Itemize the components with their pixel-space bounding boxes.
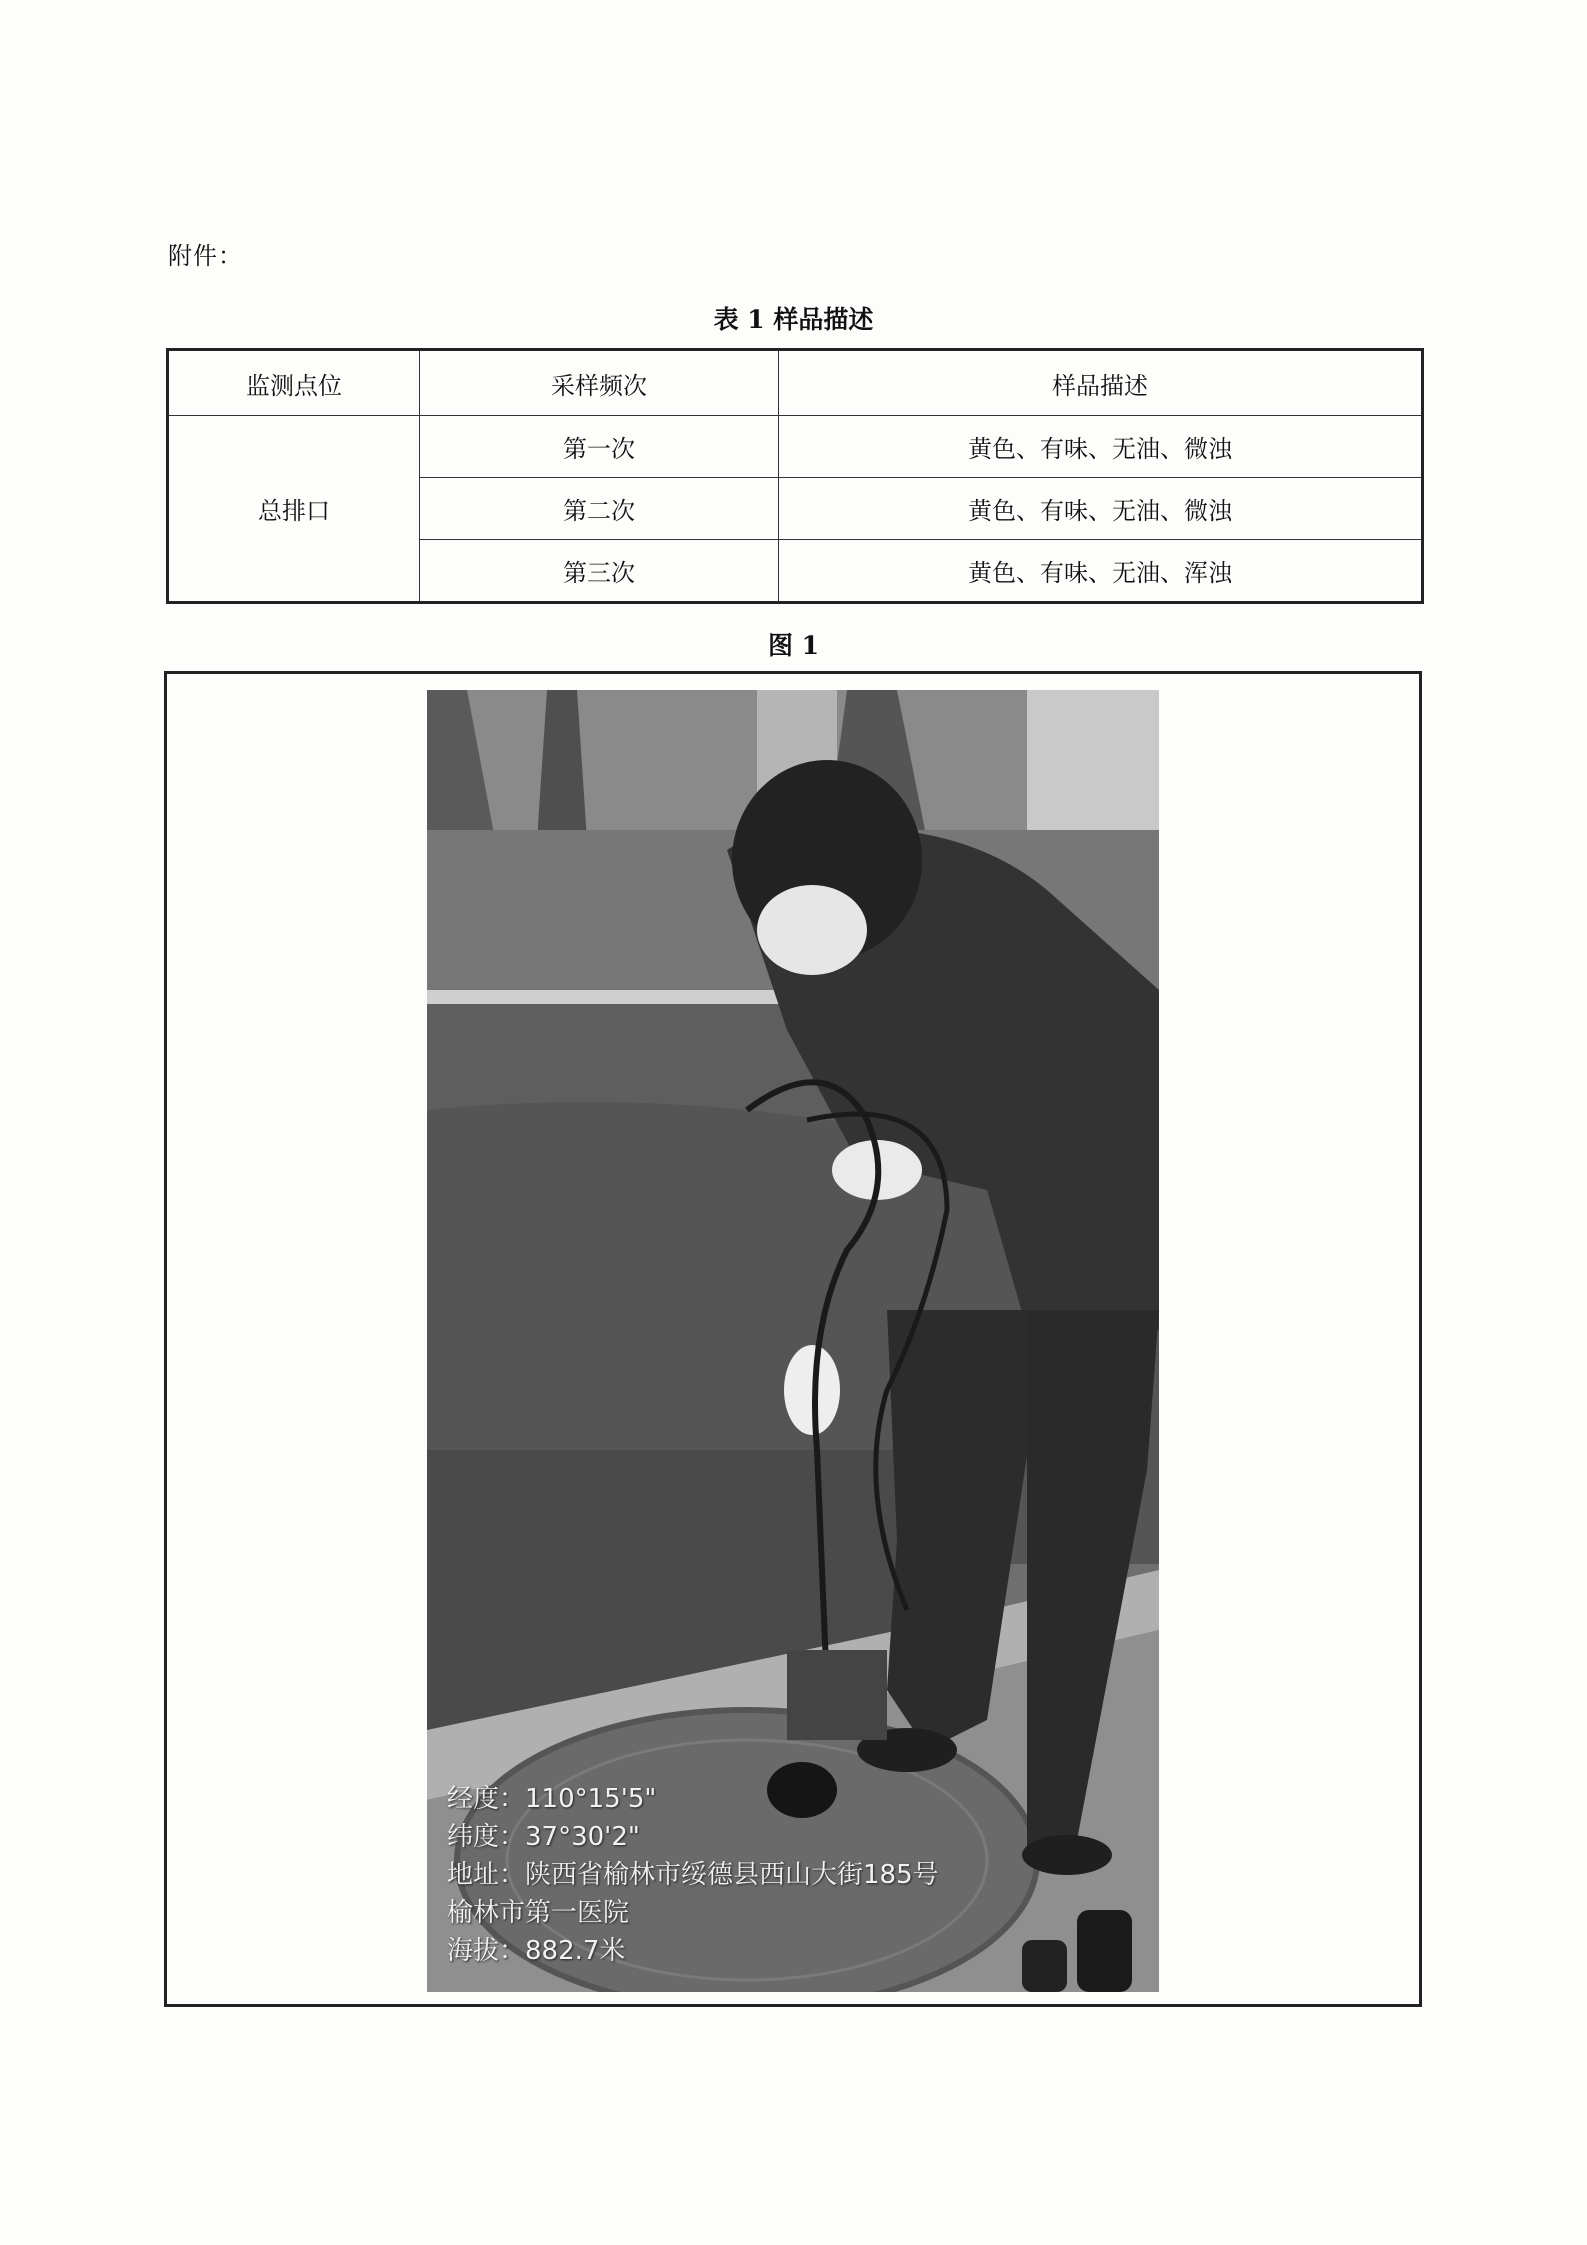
photo-geo-overlay	[447, 1780, 939, 1970]
address-text: 地址：陕西省榆林市绥德县西山大街185号	[447, 1860, 939, 1890]
frequency-cell: 第一次	[420, 416, 779, 478]
attachment-label: 附件：	[168, 242, 243, 270]
table-row	[168, 416, 1423, 478]
table-header-row	[168, 350, 1423, 416]
description-cell: 黄色、有味、无油、浑浊	[779, 540, 1423, 603]
description-cell: 黄色、有味、无油、微浊	[779, 416, 1423, 478]
header-sample-description: 样品描述	[779, 350, 1423, 416]
frequency-cell: 第二次	[420, 478, 779, 540]
sample-description-table	[166, 348, 1424, 604]
altitude-text: 海拔：882.7米	[447, 1936, 626, 1966]
description-cell: 黄色、有味、无油、微浊	[779, 478, 1423, 540]
sampling-photo	[427, 690, 1159, 1992]
header-sampling-frequency: 采样频次	[420, 350, 779, 416]
header-monitoring-point: 监测点位	[168, 350, 420, 416]
table-title: 表 1 样品描述	[713, 305, 874, 334]
frequency-cell: 第三次	[420, 540, 779, 603]
address-text-line2: 榆林市第一医院	[447, 1898, 630, 1928]
figure-title: 图 1	[767, 631, 820, 660]
longitude-text: 经度：110°15'5"	[447, 1784, 657, 1814]
location-cell: 总排口	[168, 416, 420, 603]
latitude-text: 纬度：37°30'2"	[447, 1822, 640, 1852]
